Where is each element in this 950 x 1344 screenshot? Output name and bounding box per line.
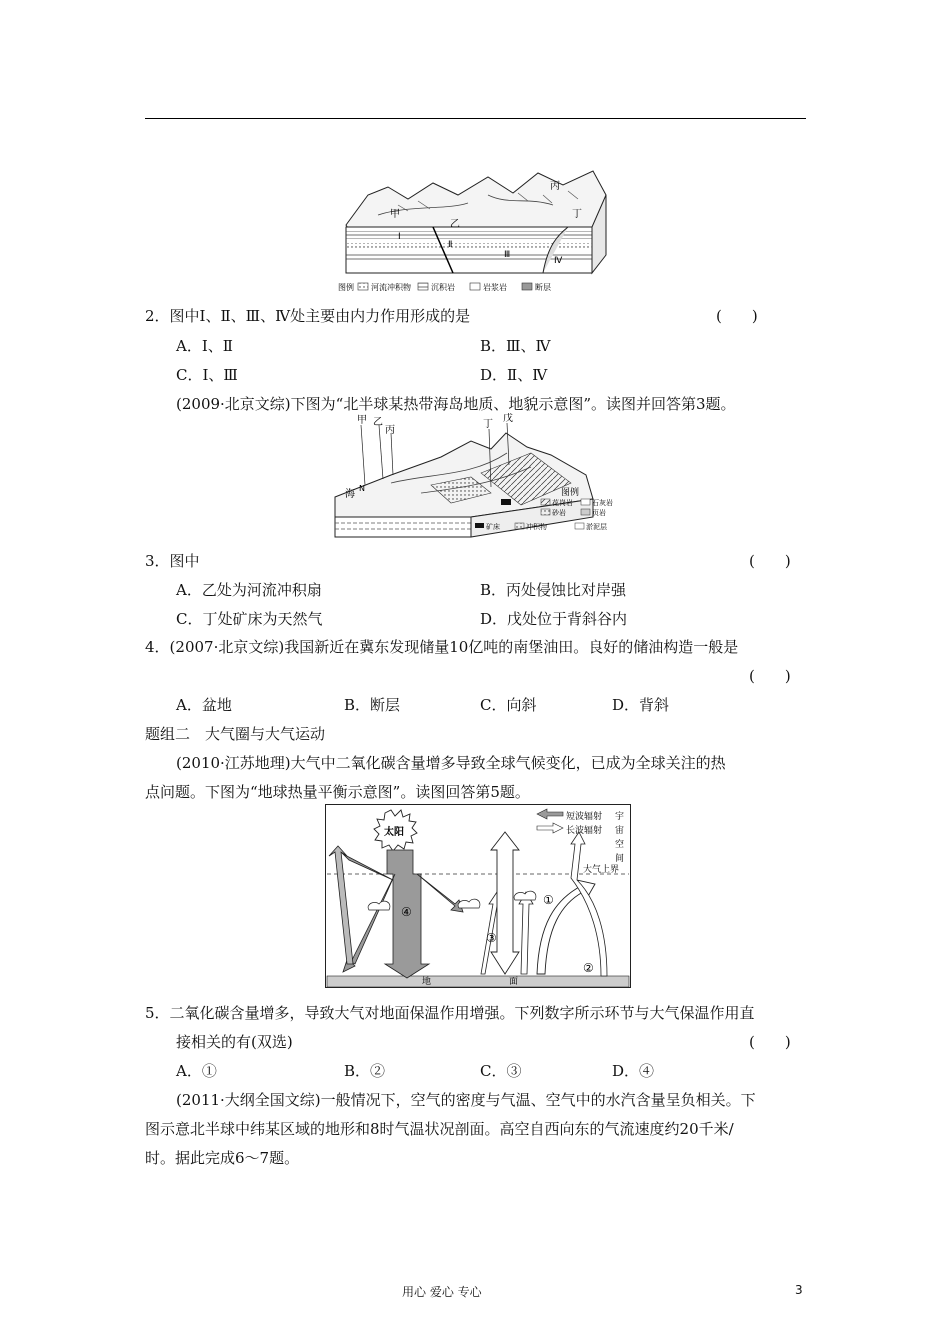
fig2-legend-alluvium: 冲积物 [526,523,547,531]
q3-option-b: B．丙处侵蚀比对岸强 [480,581,627,599]
q2-answer-bracket: ( ) [716,307,758,325]
q4-stem: 4．(2007·北京文综)我国新近在冀东发现储量10亿吨的南堡油田。良好的储油构造一般是 [145,638,739,656]
q2-option-b: B．Ⅲ、Ⅳ [480,337,551,355]
fig2-label-north: N [359,484,365,493]
fig3-space-4: 间 [615,854,625,864]
q4-answer-bracket: ( ) [749,667,791,685]
island-geology-figure [331,413,623,539]
group-heading: 题组二 大气圈与大气运动 [145,725,326,743]
q4-option-a: A．盆地 [176,696,232,714]
fig1-legend-title: 图例 [338,283,354,292]
q6-intro-line1: (2011·大纲全国文综)一般情况下，空气的密度与气温、空气中的水汽含量呈负相关。下 [176,1091,756,1109]
sun-label: 太阳 [384,827,404,838]
q5-option-a: A．① [176,1062,217,1080]
q6-intro-line2: 图示意北半球中纬某区域的地形和8时气温状况剖面。高空自西向东的气流速度约20千米/ [145,1120,734,1138]
q2-option-d: D．Ⅱ、Ⅳ [480,366,548,384]
q3-stem: 3．图中 [145,552,200,570]
q4-option-d: D．背斜 [612,696,670,714]
fig3-num-3: ③ [486,931,497,945]
fig2-legend-granite: 花岗岩 [552,499,573,507]
q5-option-d: D．④ [612,1062,655,1080]
fig1-label-iv: Ⅳ [554,256,563,266]
fig1-label-jia: 甲 [390,209,400,220]
fig3-space-2: 宙 [615,826,625,836]
fig3-space-3: 空 [615,840,625,850]
geology-block-figure [338,165,614,297]
fig2-legend-title: 图例 [561,488,580,498]
fig3-ground-2: 面 [509,977,519,987]
fig1-label-ding: 丁 [572,209,582,220]
fig2-label-jia: 甲 [357,415,367,426]
fig1-legend-sedimentary: 沉积岩 [431,283,455,292]
fig1-label-bing: 丙 [550,181,560,192]
fig1-label-yi: 乙 [450,219,460,230]
q4-option-b: B．断层 [344,696,401,714]
fig3-num-1: ① [543,893,554,907]
q2-stem: 2．图中Ⅰ、Ⅱ、Ⅲ、Ⅳ处主要由内力作用形成的是 [145,307,471,325]
fig3-space-1: 宇 [615,812,625,822]
page-number: 3 [795,1283,803,1297]
q3-option-a: A．乙处为河流冲积扇 [176,581,322,599]
fig3-legend-shortwave: 短波辐射 [566,812,603,822]
fig1-legend [338,282,551,292]
q4-option-c: C．向斜 [480,696,537,714]
q2-option-a: A．Ⅰ、Ⅱ [176,337,233,355]
fig3-num-2: ② [583,961,594,975]
fig2-label-ding: 丁 [483,419,493,430]
fig2-label-bing: 丙 [385,425,395,436]
heat-balance-figure [325,804,631,988]
fig2-legend-sandstone: 砂岩 [552,509,566,517]
q5-option-c: C．③ [480,1062,522,1080]
fig2-legend-silt: 淤泥层 [586,523,607,531]
q3-option-d: D．戊处位于背斜谷内 [480,610,628,628]
q5-answer-bracket: ( ) [749,1033,791,1051]
fig2-label-sea: 海 [345,489,355,500]
fig1-label-ii: Ⅱ [448,240,453,250]
fig1-legend-magmatic: 岩浆岩 [483,283,507,292]
header-rule [145,118,806,119]
q3-intro: (2009·北京文综)下图为“北半球某热带海岛地质、地貌示意图”。读图并回答第3题。 [176,395,736,413]
fig3-legend-longwave: 长波辐射 [566,826,603,836]
fig3-ground-1: 地 [422,977,432,987]
fig3-atmosphere-top: 大气上界 [583,865,620,875]
fig2-label-wu: 戊 [503,413,513,424]
fig3-num-4: ④ [401,905,412,919]
fig1-legend-fault: 断层 [535,283,551,292]
q5-option-b: B．② [344,1062,386,1080]
q3-option-c: C．丁处矿床为天然气 [176,610,323,628]
fig1-label-i: Ⅰ [398,232,401,242]
fig2-label-yi: 乙 [373,417,383,428]
fig1-label-iii: Ⅲ [504,250,511,260]
fig2-legend-shale: 页岩 [592,509,606,517]
fig1-legend-alluvium: 河流冲积物 [371,283,411,292]
q5-intro-line2: 点问题。下图为“地球热量平衡示意图”。读图回答第5题。 [145,783,530,801]
q5-intro-line1: (2010·江苏地理)大气中二氧化碳含量增多导致全球气候变化，已成为全球关注的热 [176,754,726,772]
q5-stem-line1: 5．二氧化碳含量增多，导致大气对地面保温作用增强。下列数字所示环节与大气保温作用直 [145,1004,755,1022]
fig2-legend-ore: 矿床 [486,523,500,531]
q6-intro-line3: 时。据此完成6～7题。 [145,1149,300,1167]
footer-slogan: 用心 爱心 专心 [402,1285,482,1299]
q3-answer-bracket: ( ) [749,552,791,570]
q2-option-c: C．Ⅰ、Ⅲ [176,366,238,384]
fig2-legend-limestone: 石灰岩 [592,499,613,507]
q5-stem-line2: 接相关的有(双选) [176,1033,293,1051]
